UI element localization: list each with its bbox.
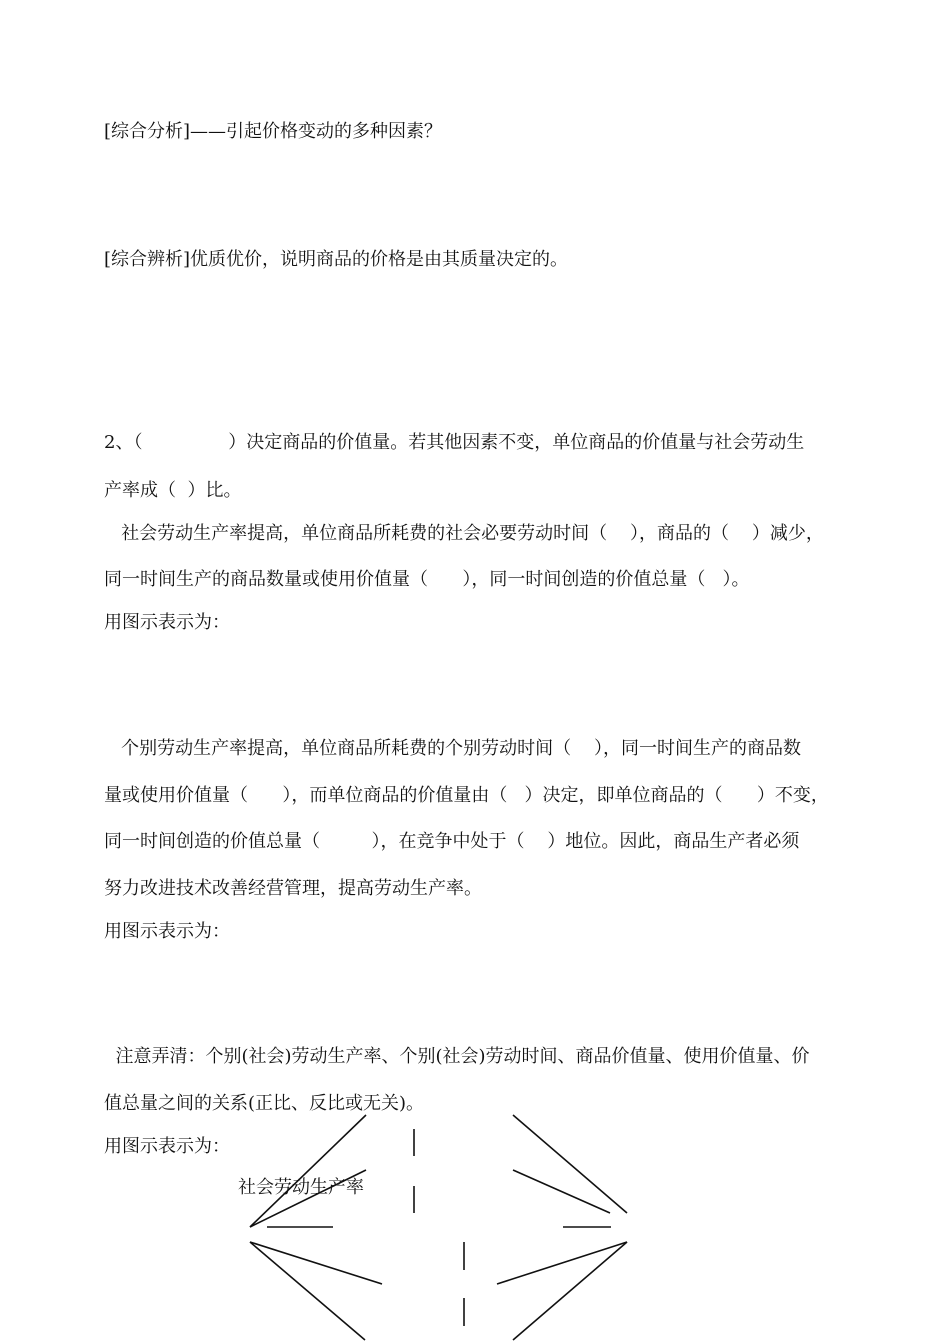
individual-line-2: 量或使用价值量（ ），而单位商品的价值量由（ ）决定，即单位商品的（ ）不变， [104, 785, 829, 806]
individual-line-4: 努力改进技术改善经营管理，提高劳动生产率。 [104, 878, 482, 899]
social-line-1: 社会劳动生产率提高，单位商品所耗费的社会必要劳动时间（ ），商品的（ ）减少， [104, 523, 824, 544]
diagram-line-upper-left-long [250, 1115, 366, 1227]
diagram-line-lower-left-short [250, 1242, 382, 1284]
diagram-caption-2: 用图示表示为： [104, 921, 230, 942]
q2-line-1: 2、（ ）决定商品的价值量。若其他因素不变，单位商品的价值量与社会劳动生 [104, 432, 805, 453]
q2-line-2: 产率成（ ）比。 [104, 480, 242, 501]
diagram-line-lower-right-long [513, 1242, 627, 1340]
heading-analysis: [综合分析]——引起价格变动的多种因素？ [104, 121, 443, 142]
note-line-2: 值总量之间的关系(正比、反比或无关)。 [104, 1093, 425, 1114]
diagram-label-social-productivity: 社会劳动生产率 [238, 1177, 364, 1198]
diagram-line-lower-right-short [497, 1242, 627, 1284]
note-line-1: 注意弄清：个别(社会)劳动生产率、个别(社会)劳动时间、商品价值量、使用价值量、价 [104, 1046, 810, 1067]
diagram-caption-1: 用图示表示为： [104, 612, 230, 633]
diagram-caption-3: 用图示表示为： [104, 1136, 230, 1157]
individual-line-3: 同一时间创造的价值总量（ ），在竞争中处于（ ）地位。因此，商品生产者必须 [104, 831, 800, 852]
diagram-line-upper-right-short [513, 1170, 610, 1213]
heading-discern: [综合辨析]优质优价，说明商品的价格是由其质量决定的。 [104, 249, 569, 270]
individual-line-1: 个别劳动生产率提高，单位商品所耗费的个别劳动时间（ ），同一时间生产的商品数 [104, 738, 802, 759]
social-line-2: 同一时间生产的商品数量或使用价值量（ ），同一时间创造的价值总量（ ）。 [104, 569, 750, 590]
diagram-line-upper-right-long [513, 1115, 627, 1213]
diagram-line-lower-left-long [250, 1242, 365, 1340]
